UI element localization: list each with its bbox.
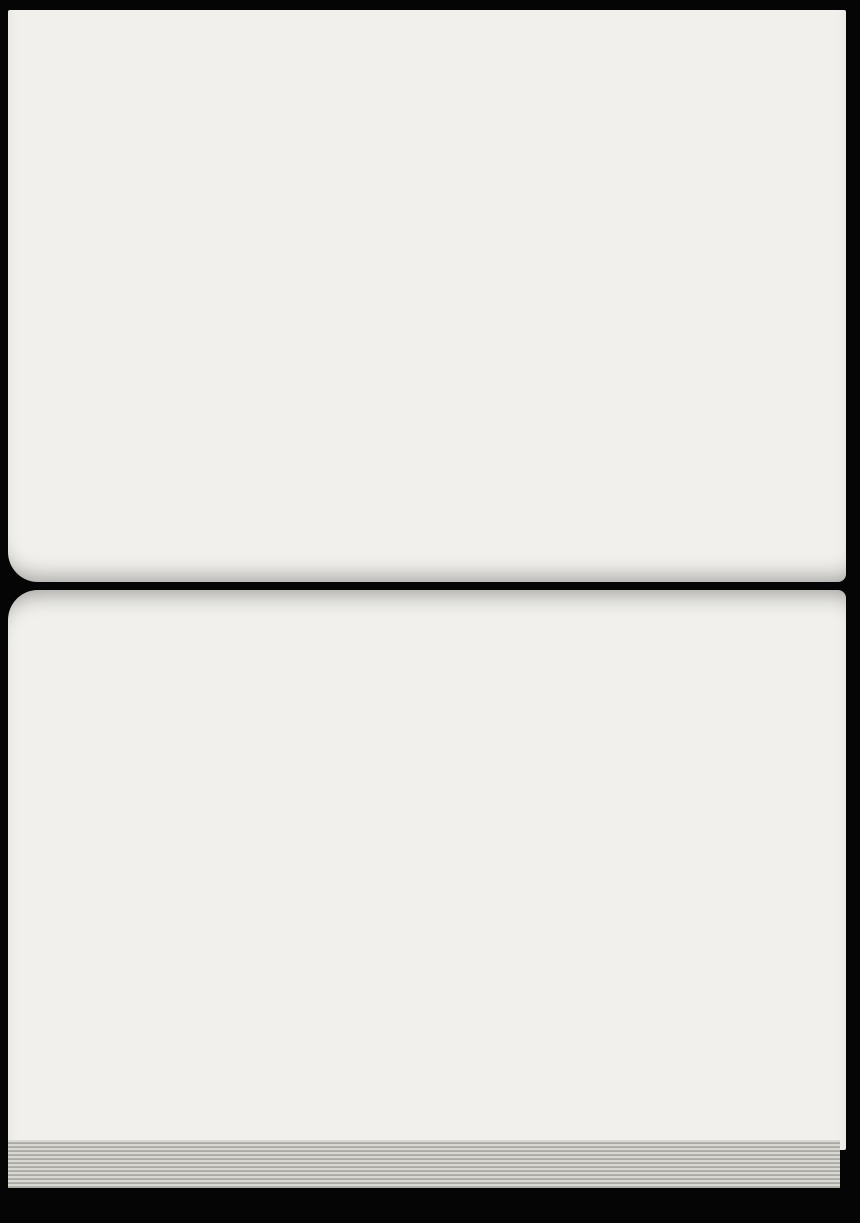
top-page	[8, 10, 846, 582]
bottom-page	[8, 590, 846, 1150]
book-page-edges	[8, 1140, 840, 1188]
